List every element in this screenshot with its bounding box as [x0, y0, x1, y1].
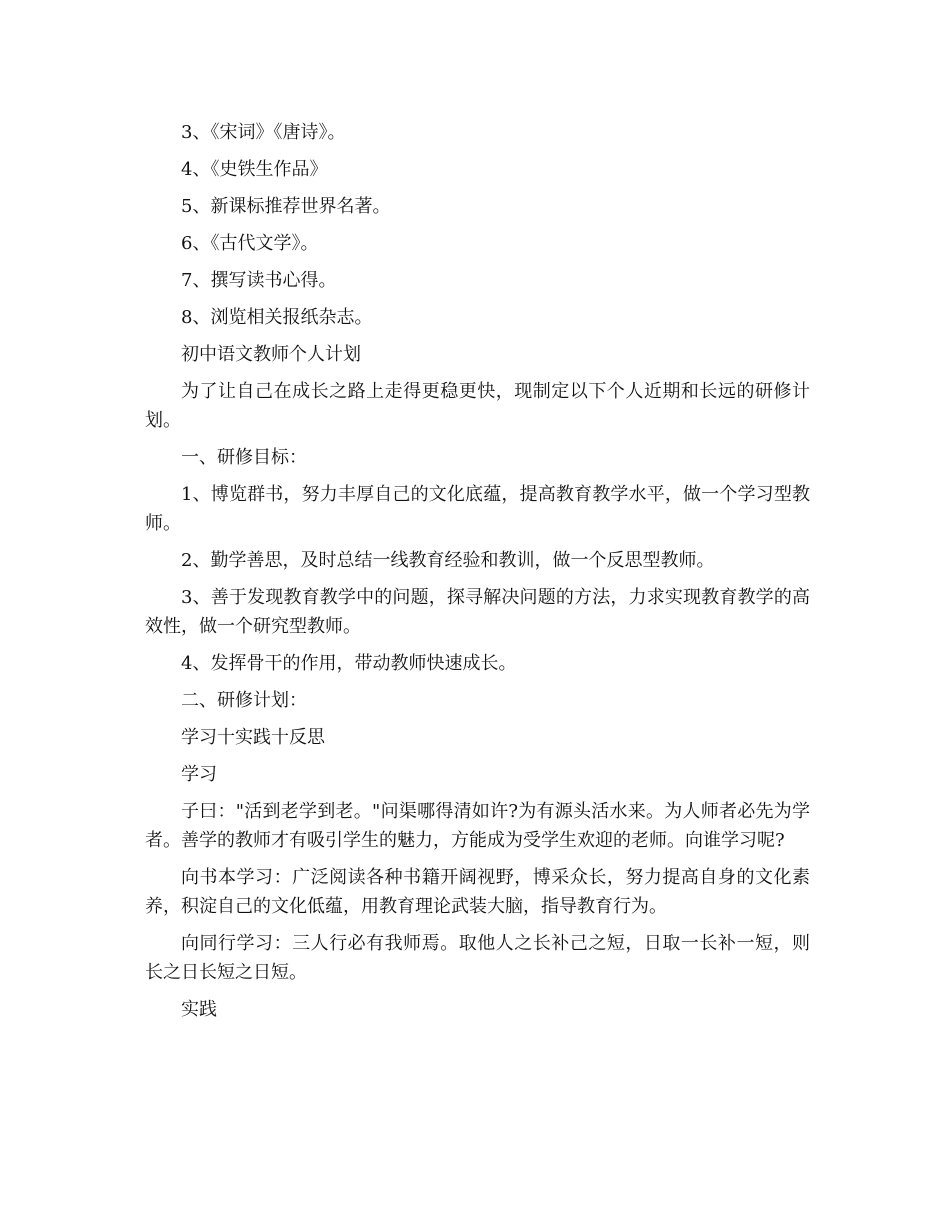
subheading-practice: 实践	[181, 999, 217, 1020]
paragraph-reading-item-3: 3、《宋词》《唐诗》。	[181, 122, 346, 143]
paragraph-study-quote: 子曰："活到老学到老。"问渠哪得清如许?为有源头活水来。为人师者必先为学者。善学的教师才有吸引学生的魅力，方能成为受学生欢迎的老师。向谁学习呢?	[145, 801, 810, 851]
paragraph-reading-item-8: 8、浏览相关报纸杂志。	[181, 307, 373, 328]
heading-plan: 二、研修计划：	[181, 690, 307, 711]
paragraph-reading-item-6: 6、《古代文学》。	[181, 233, 319, 254]
paragraph-reading-item-4: 4、《史铁生作品》	[181, 159, 328, 180]
paragraph-reading-item-5: 5、新课标推荐世界名著。	[181, 196, 391, 217]
paragraph-goal-2: 2、勤学善思，及时总结一线教育经验和教训，做一个反思型教师。	[181, 550, 715, 571]
paragraph-plan-formula: 学习十实践十反思	[181, 727, 325, 748]
paragraph-reading-item-7: 7、撰写读书心得。	[181, 270, 337, 291]
paragraph-intro: 为了让自己在成长之路上走得更稳更快，现制定以下个人近期和长远的研修计划。	[145, 381, 810, 431]
paragraph-goal-3: 3、善于发现教育教学中的问题，探寻解决问题的方法，力求实现教育教学的高效性，做一个研究型教师。	[145, 587, 810, 637]
section-title: 初中语文教师个人计划	[181, 344, 361, 365]
document-body	[145, 118, 810, 1032]
paragraph-study-peers: 向同行学习：三人行必有我师焉。取他人之长补己之短，日取一长补一短，则长之日长短之日短。	[145, 933, 810, 983]
paragraph-study-books: 向书本学习：广泛阅读各种书籍开阔视野，博采众长，努力提高自身的文化素养，积淀自己的文化低蕴，用教育理论武装大脑，指导教育行为。	[145, 867, 810, 917]
paragraph-goal-1: 1、博览群书，努力丰厚自己的文化底蕴，提高教育教学水平，做一个学习型教师。	[145, 484, 810, 534]
paragraph-goal-4: 4、发挥骨干的作用，带动教师快速成长。	[181, 653, 517, 674]
heading-goals: 一、研修目标：	[181, 447, 307, 468]
subheading-study: 学习	[181, 764, 217, 785]
